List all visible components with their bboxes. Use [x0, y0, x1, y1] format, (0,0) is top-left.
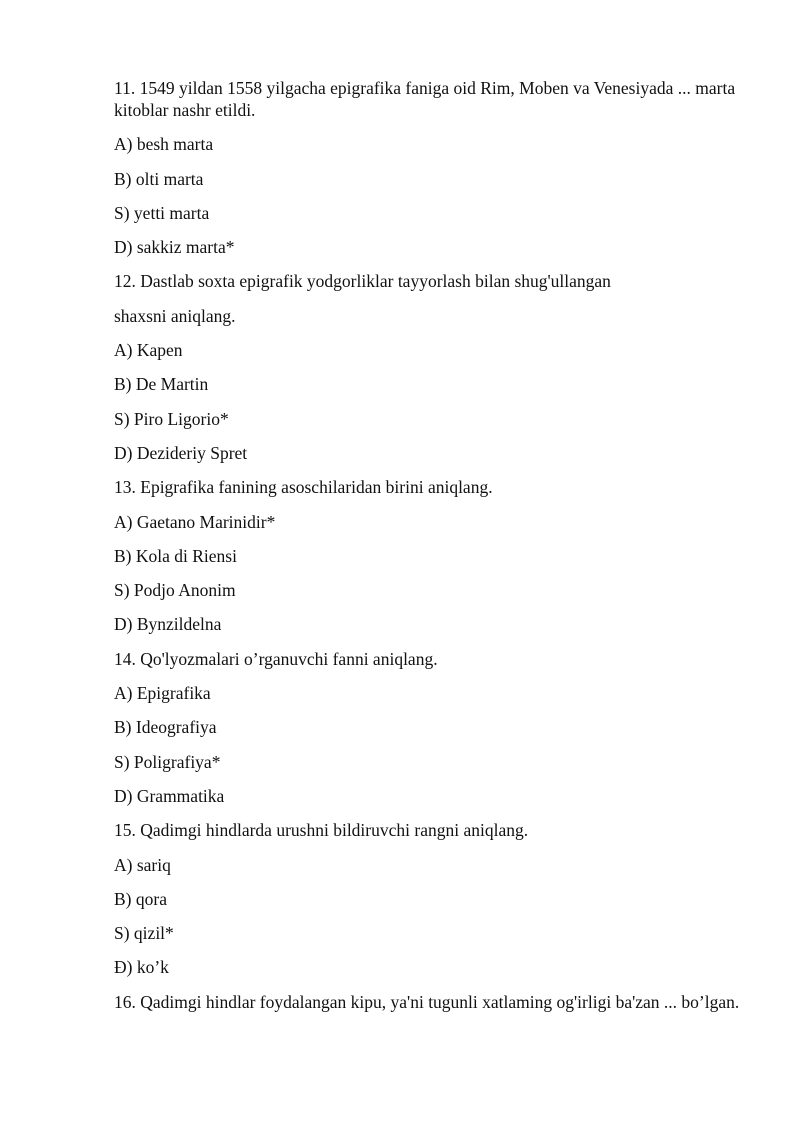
document-page: [114, 77, 754, 1025]
question-text: 12. Dastlab soxta epigrafik yodgorliklar tayyorlash bilan shug'ullangan: [114, 271, 611, 292]
question-text: 11. 1549 yildan 1558 yilgacha epigrafika faniga oid Rim, Moben va Venesiyada ... marta kitoblar nashr etildi.: [114, 78, 736, 120]
answer-option: A) Epigrafika: [114, 683, 211, 704]
answer-option: S) Podjo Anonim: [114, 580, 236, 601]
answer-option: D) Dezideriy Spret: [114, 442, 248, 463]
question-16: [114, 991, 754, 1013]
answer-option: S) Poligrafiya*: [114, 751, 221, 772]
answer-option: B) Kola di Riensi: [114, 545, 237, 566]
answer-option: A) besh marta: [114, 134, 214, 155]
answer-option: A) sariq: [114, 854, 171, 875]
question-text: 14. Qo'lyozmalari o’rganuvchi fanni aniqlang.: [114, 648, 438, 669]
answer-option: B) Ideografiya: [114, 717, 217, 738]
answer-option: D) Bynzildelna: [114, 614, 222, 635]
answer-option: S) yetti marta: [114, 202, 210, 223]
answer-option: A) Kapen: [114, 340, 183, 361]
question-14: [114, 648, 754, 807]
question-13: [114, 476, 754, 635]
answer-option: Ð) ko’k: [114, 957, 169, 978]
question-15: [114, 819, 754, 978]
answer-option: D) sakkiz marta*: [114, 237, 235, 258]
question-text: 16. Qadimgi hindlar foydalangan kipu, ya'ni tugunli xatlaming og'irligi ba'zan ... bo’lgan.: [114, 991, 740, 1012]
question-text: 13. Epigrafika fanining asoschilaridan birini aniqlang.: [114, 477, 493, 498]
question-text: 15. Qadimgi hindlarda urushni bildiruvchi rangni aniqlang.: [114, 820, 529, 841]
question-text: shaxsni aniqlang.: [114, 305, 236, 326]
answer-option: A) Gaetano Marinidir*: [114, 511, 276, 532]
answer-option: S) qizil*: [114, 923, 174, 944]
answer-option: B) qora: [114, 888, 167, 909]
answer-option: D) Grammatika: [114, 785, 225, 806]
question-12: [114, 270, 754, 463]
answer-option: S) Piro Ligorio*: [114, 408, 229, 429]
answer-option: B) olti marta: [114, 168, 204, 189]
question-11: [114, 77, 754, 258]
answer-option: B) De Martin: [114, 374, 209, 395]
